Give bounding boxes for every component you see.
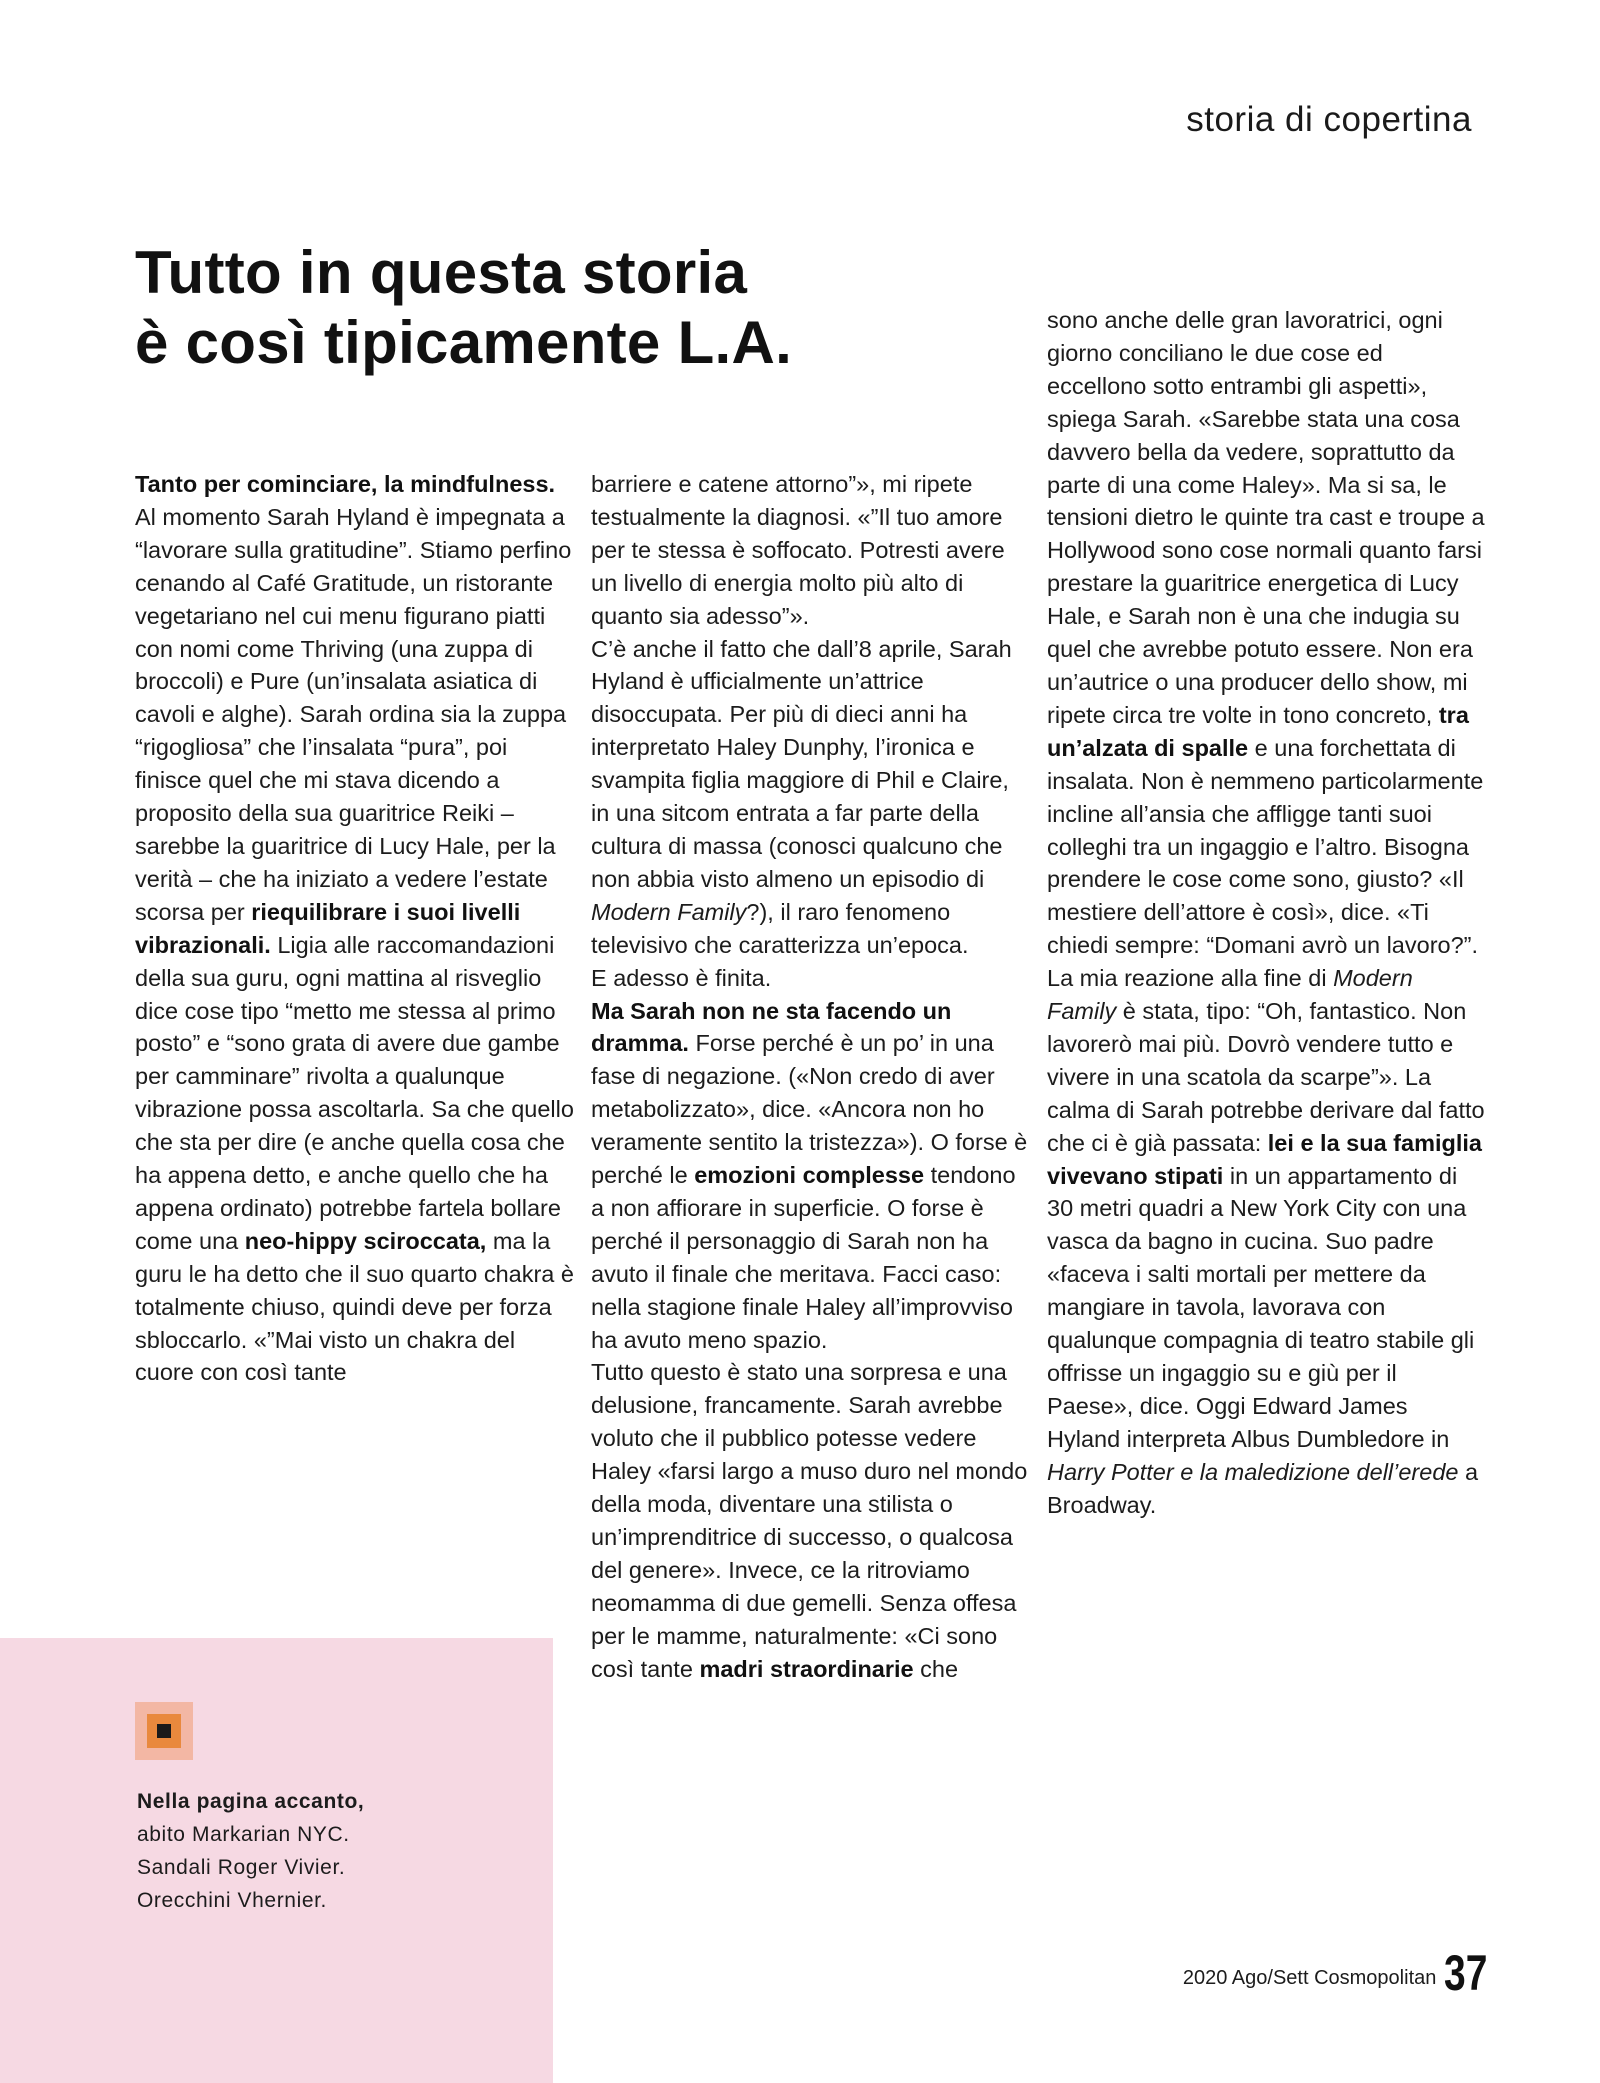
body-text: Al momento Sarah Hyland è impegnata a “lavorare sulla gratitudine”. Stiamo perfino cenando al Café Gratitude, un ristorante vegetariano nel cui menu figurano piatti con nomi come Thriving (una zuppa di broccoli) e Pure (un’insalata asiatica di cavoli e alghe). Sarah ordina sia la zuppa “rigogliosa” che l’insalata “pura”, poi finisce quel che mi stava dicendo a proposito della sua guaritrice Reiki – sarebbe la guaritrice di Lucy Hale, per la verità – che ha iniziato a vedere l’estate scorsa per — [135, 503, 572, 925]
page-footer — [1182, 1938, 1490, 2001]
body-text: e una forchettata di insalata. Non è nemmeno particolarmente incline all’ansia che affligge tanti suoi colleghi tra un ingaggio e l’altro. Bisogna prendere le cose come sono, giusto? «Il mestiere dell’attore è così», dice. «Ti chiedi sempre: “Domani avrò un lavoro?”. La mia reazione alla fine di — [1047, 734, 1484, 992]
body-text: a Broadway. — [1047, 1458, 1479, 1518]
italic-title: Modern Family — [591, 898, 747, 925]
bold-phrase: Ma Sarah non ne sta facendo un dramma. — [591, 997, 952, 1057]
caption-line: abito Markarian NYC. — [137, 1823, 350, 1846]
body-text: che — [913, 1655, 959, 1682]
body-text: sono anche delle gran lavoratrici, ogni giorno conciliano le due cose ed eccellono sotto entrambi gli aspetti», spiega Sarah. «Sarebbe stata una cosa davvero bella da vedere, soprattutto da parte di una come Haley». Ma si sa, le tensioni dietro le quinte tra cast e troupe a Hollywood sono cose normali quanto farsi prestare la guaritrice energetica di Lucy Hale, e Sarah non è una che indugia su quel che avrebbe potuto essere. Non era un’autrice o una producer dello show, mi ripete circa tre volte in tono concreto, — [1047, 307, 1485, 728]
paragraph — [1047, 304, 1487, 1522]
body-text: ma la guru le ha detto che il suo quarto chakra è totalmente chiuso, quindi deve per forza sbloccarlo. «”Mai visto un chakra del cuore con così tante — [135, 1227, 574, 1386]
page-number: 37 — [1444, 1945, 1488, 2001]
photo-caption — [137, 1785, 537, 1917]
body-text: è stata, tipo: “Oh, fantastico. Non lavorerò mai più. Dovrò vendere tutto e vivere in una scatola da scarpe”». La calma di Sarah potrebbe derivare dal fatto che ci è già passata: — [1047, 998, 1485, 1156]
article-column-2 — [591, 468, 1031, 1686]
caption-lead: Nella pagina accanto, — [137, 1790, 365, 1813]
bold-phrase: tra un’alzata di spalle — [1047, 701, 1469, 761]
issue-label: 2020 Ago/Sett Cosmopolitan — [1182, 1967, 1437, 1989]
square-icon-center — [157, 1724, 171, 1738]
italic-title: Harry Potter e la maledizione dell’erede — [1047, 1458, 1459, 1485]
body-text: C’è anche il fatto che dall’8 aprile, Sarah Hyland è ufficialmente un’attrice disoccupata. Per più di dieci anni ha interpretato Haley Dunphy, l’ironica e svampita figlia maggiore di Phil e Claire, in una sitcom entrata a far parte della cultura di massa (conosci qualcuno che non abbia visto almeno un episodio di — [591, 635, 1012, 892]
headline-line-2: è così tipicamente L.A. — [135, 309, 793, 376]
concentric-square-icon — [135, 1702, 193, 1760]
paragraph: barriere e catene attorno”», mi ripete testualmente la diagnosi. «”Il tuo amore per te stessa è soffocato. Potresti avere un livello di energia molto più alto di quanto sia adesso”». — [591, 471, 1005, 629]
caption-line: Orecchini Vhernier. — [137, 1889, 327, 1912]
bold-phrase: riequilibrare i suoi livelli vibrazionali. — [135, 898, 521, 958]
body-text: tendono a non affiorare in superficie. O forse è perché il personaggio di Sarah non ha avuto il finale che meritava. Facci caso: nella stagione finale Haley all’improvviso ha avuto meno spazio. — [591, 1162, 1016, 1353]
body-text: Forse perché è un po’ in una fase di negazione. («Non credo di aver metabolizzato», dice. «Ancora non ho veramente sentito la tristezza»). O forse è perché le — [591, 1030, 1028, 1189]
square-icon-middle — [147, 1714, 181, 1748]
paragraph: E adesso è finita. — [591, 964, 772, 991]
body-text: Ligia alle raccomandazioni della sua guru, ogni mattina al risveglio dice cose tipo “metto me stessa al primo posto” e “sono grata di avere due gambe per camminare” rivolta a qualunque vibrazione possa ascoltarla. Sa che quello che sta per dire (e anche quella cosa che ha appena detto, e anche quello che ha appena ordinato) potrebbe fartela bollare come una — [135, 931, 574, 1254]
lead-in-bold: Tanto per cominciare, la mindfulness. — [135, 471, 556, 497]
article-column-3 — [1047, 304, 1487, 1522]
bold-phrase: neo-hippy sciroccata, — [244, 1227, 487, 1254]
paragraph — [591, 1356, 1031, 1685]
paragraph — [591, 995, 1031, 1357]
article-column-1 — [135, 468, 575, 1389]
body-text: in un appartamento di 30 metri quadri a New York City con una vasca da bagno in cucina. Suo padre «faceva i salti mortali per mettere da mangiare in tavola, lavorava con qualunque compagnia di teatro stabile gli offrisse un ingaggio su e giù per il Paese», dice. Oggi Edward James Hyland interpreta Albus Dumbledore in — [1047, 1162, 1475, 1452]
italic-title: Modern Family — [1047, 965, 1413, 1025]
headline — [135, 238, 915, 378]
bold-phrase: madri straordinarie — [699, 1655, 914, 1682]
body-text: ?), il raro fenomeno televisivo che caratterizza un’epoca. — [591, 898, 969, 958]
body-text: Tutto questo è stato una sorpresa e una delusione, francamente. Sarah avrebbe voluto che il pubblico potesse vedere Haley «farsi largo a muso duro nel mondo della moda, diventare una stilista o un’imprenditrice di successo, o qualcosa del genere». Invece, ce la ritroviamo neomamma di due gemelli. Senza offesa per le mamme, naturalmente: «Ci sono così tante — [591, 1359, 1028, 1682]
bold-phrase: lei e la sua famiglia vivevano stipati — [1047, 1129, 1482, 1189]
caption-line: Sandali Roger Vivier. — [137, 1856, 346, 1879]
column-1-paragraph — [135, 468, 575, 1389]
bold-phrase: emozioni complesse — [694, 1162, 925, 1189]
headline-line-1: Tutto in questa storia — [135, 239, 748, 306]
paragraph — [591, 633, 1031, 962]
section-label: storia di copertina — [1186, 100, 1472, 139]
